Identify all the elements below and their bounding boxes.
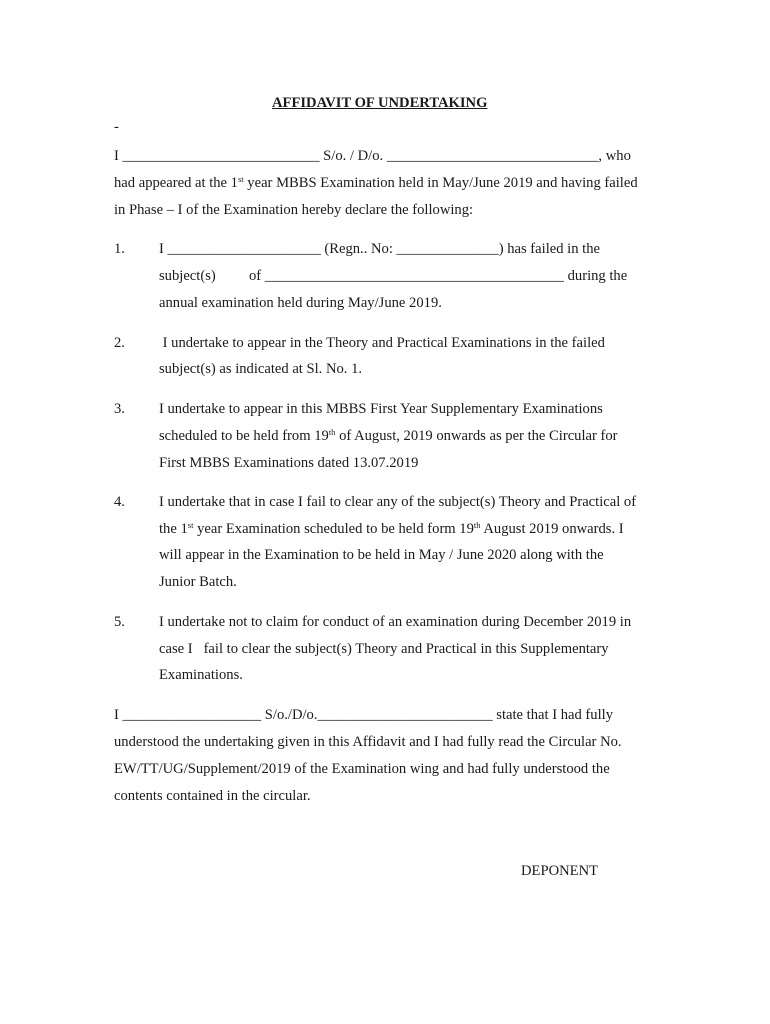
item-2-line-2: subject(s) as indicated at Sl. No. 1. — [159, 361, 363, 377]
item-3-line-3: First MBBS Examinations dated 13.07.2019 — [159, 455, 419, 471]
closing-line-2: understood the undertaking given in this Affidavit and I had fully read the Circular No. — [114, 734, 622, 750]
item-4-line-4: Junior Batch. — [159, 574, 237, 590]
item-1-line-3: annual examination held during May/June 2019. — [159, 295, 442, 311]
intro-line-2: had appeared at the 1st year MBBS Examination held in May/June 2019 and having failed — [114, 174, 638, 191]
item-5-line-2: case I fail to clear the subject(s) Theory and Practical in this Supplementary — [159, 641, 609, 657]
item-number: 4. — [114, 494, 125, 510]
item-number: 1. — [114, 241, 125, 257]
item-4-line-2: the 1st year Examination scheduled to be held form 19th August 2019 onwards. I — [159, 520, 624, 537]
item-3-line-1: I undertake to appear in this MBBS First Year Supplementary Examinations — [159, 401, 603, 417]
ordinal-sup: th — [473, 520, 481, 530]
item-5-line-3: Examinations. — [159, 667, 243, 683]
document-title: AFFIDAVIT OF UNDERTAKING — [272, 95, 488, 111]
closing-line-4: contents contained in the circular. — [114, 788, 311, 804]
item-4-line-1: I undertake that in case I fail to clear any of the subject(s) Theory and Practical of — [159, 494, 637, 510]
ordinal-sup: st — [237, 174, 244, 184]
item-number: 3. — [114, 401, 125, 417]
item-5-line-1: I undertake not to claim for conduct of an examination during December 2019 in — [159, 614, 632, 630]
closing-line-3: EW/TT/UG/Supplement/2019 of the Examination wing and had fully understood the — [114, 761, 610, 777]
deponent-signature-label: DEPONENT — [521, 863, 599, 879]
item-2-line-1: I undertake to appear in the Theory and Practical Examinations in the failed — [159, 335, 605, 351]
closing-line-1: I ___________________ S/o./D/o.________________________ state that I had fully — [114, 707, 613, 723]
item-number: 5. — [114, 614, 125, 630]
intro-line-1: I ___________________________ S/o. / D/o. _____________________________, who — [114, 148, 631, 164]
item-1-line-2b: of _________________________________________ during the — [249, 268, 628, 284]
item-3-line-2: scheduled to be held from 19th of August, 2019 onwards as per the Circular for — [159, 427, 618, 444]
item-4-line-3: will appear in the Examination to be held in May / June 2020 along with the — [159, 547, 604, 563]
dash-mark: - — [114, 119, 119, 135]
item-number: 2. — [114, 335, 125, 351]
ordinal-sup: st — [187, 520, 194, 530]
item-1-line-1: I _____________________ (Regn.. No: ______________) has failed in the — [159, 241, 601, 257]
intro-line-3: in Phase – I of the Examination hereby declare the following: — [114, 202, 474, 218]
ordinal-sup: th — [328, 427, 336, 437]
item-1-line-2a: subject(s) — [159, 268, 216, 284]
